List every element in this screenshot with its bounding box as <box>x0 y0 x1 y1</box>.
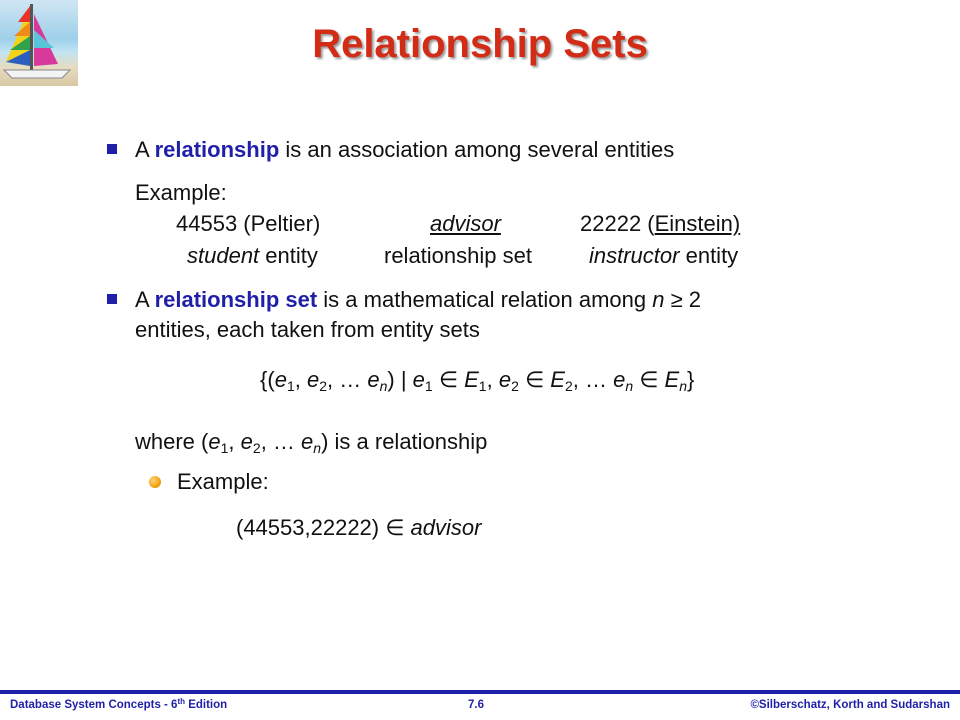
footer-book-title <box>10 699 227 711</box>
text-span: 2 <box>319 378 328 394</box>
where-relationship-line <box>135 429 487 455</box>
footer-divider <box>0 690 960 694</box>
text-span: 22222 ( <box>580 211 655 236</box>
text-span: student <box>187 243 260 268</box>
set-builder-formula <box>260 367 694 393</box>
bullet-marker <box>107 144 117 154</box>
page-title: Relationship Sets <box>312 22 648 66</box>
text-span: e <box>412 367 425 392</box>
example-label: Example: <box>135 180 227 205</box>
example-tuple <box>236 515 481 541</box>
text-span: , <box>228 429 241 454</box>
text-span: , <box>294 367 307 392</box>
text-span: E <box>550 367 565 392</box>
text-span: ≥ 2 <box>664 287 702 312</box>
bullet-marker <box>107 294 117 304</box>
example-relationship-value: advisor <box>430 211 501 236</box>
text-span: 2 <box>252 440 261 456</box>
text-span: , … <box>572 367 614 392</box>
text-span: th <box>177 697 186 706</box>
footer-slide-number: 7.6 <box>468 699 484 711</box>
text-span: 2 <box>564 378 573 394</box>
text-span: 1 <box>220 440 229 456</box>
text-span: n <box>379 378 388 394</box>
text-span: entity <box>259 243 318 268</box>
text-span: } <box>687 367 695 392</box>
text-span: , … <box>327 367 368 392</box>
text-span: ) | <box>387 367 413 392</box>
text-span: e <box>301 429 314 454</box>
text-span: Edition <box>185 699 228 711</box>
sub-bullet-example-label: Example: <box>177 469 269 494</box>
text-span: , … <box>260 429 302 454</box>
text-span: e <box>208 429 221 454</box>
text-span: n <box>313 440 322 456</box>
text-span: e <box>498 367 512 392</box>
bullet-relationship-set-line2: entities, each taken from entity sets <box>135 317 480 342</box>
text-span: Einstein) <box>654 211 741 236</box>
text-span: ∈ <box>633 367 665 392</box>
text-span: is a mathematical relation among <box>317 287 653 312</box>
footer-copyright: ©Silberschatz, Korth and Sudarshan <box>750 699 950 711</box>
keyword-relationship-set: relationship set <box>154 287 318 312</box>
example-student-value: 44553 (Peltier) <box>176 211 321 236</box>
text-span: n <box>652 287 665 312</box>
example-student-caption <box>187 243 318 269</box>
text-span: e <box>367 367 380 392</box>
text-span: 2 <box>511 378 519 394</box>
text-span: {( <box>260 367 275 392</box>
text-span: E <box>464 367 479 392</box>
text-span: , <box>486 367 499 392</box>
text-span: ∈ <box>518 367 551 392</box>
example-instructor-caption <box>589 243 738 269</box>
text-span: is an association among several entities <box>279 137 675 162</box>
example-relationship-caption: relationship set <box>384 243 532 268</box>
text-span: A <box>135 137 155 162</box>
text-span: e <box>274 367 287 392</box>
text-span: ∈ <box>432 367 465 392</box>
text-span: entity <box>679 243 739 268</box>
text-span: E <box>664 367 680 392</box>
text-span: instructor <box>589 243 680 268</box>
text-span: e <box>306 367 320 392</box>
text-span: 1 <box>286 378 295 394</box>
sub-bullet-marker <box>149 476 161 488</box>
text-span: 1 <box>478 378 487 394</box>
text-span: e <box>240 429 253 454</box>
text-span: advisor <box>410 515 482 540</box>
text-span: Database System Concepts - 6 <box>10 699 178 711</box>
bullet-relationship-definition <box>135 137 674 163</box>
text-span: (44553,22222) ∈ <box>236 515 411 540</box>
text-span: e <box>613 367 626 392</box>
example-instructor-value <box>580 211 740 237</box>
text-span: where ( <box>135 429 209 454</box>
bullet-relationship-set-definition <box>135 287 701 313</box>
text-span: n <box>625 378 634 394</box>
keyword-relationship: relationship <box>154 137 280 162</box>
text-span: 1 <box>424 378 433 394</box>
text-span: n <box>679 378 688 394</box>
text-span: ) is a relationship <box>321 429 488 454</box>
text-span: A <box>135 287 155 312</box>
